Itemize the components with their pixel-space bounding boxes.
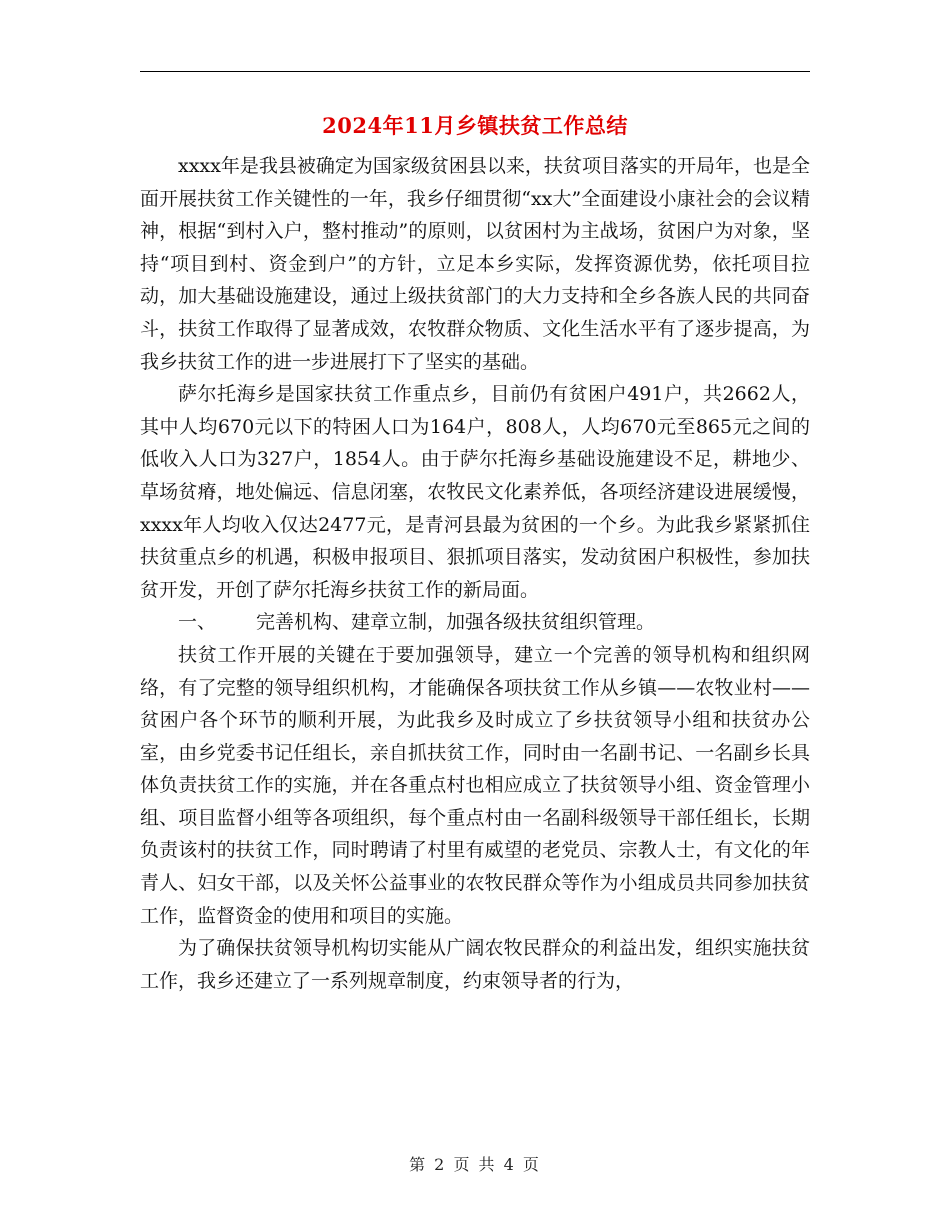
paragraph-township-overview: 萨尔托海乡是国家扶贫工作重点乡，目前仍有贫困户491户，共2662人，其中人均670元以下的特困人口为164户，808人，人均670元至865元之间的低收入人口为327户，1854人。由于萨尔托海乡基础设施建设不足，耕地少、草场贫瘠，地处偏远、信息闭塞，农牧民文化素养低，各项经济建设进展缓慢，xxxx年人均收入仅达2477元，是青河县最为贫困的一个乡。为此我乡紧紧抓住扶贫重点乡的机遇，积极申报项目、狠抓项目落实，发动贫困户积极性，参加扶贫开发，开创了萨尔托海乡扶贫工作的新局面。 [140,383,810,601]
section-heading-text: 完善机构、建章立制，加强各级扶贫组织管理。 [256,611,656,634]
paragraph-regulations: 为了确保扶贫领导机构切实能从广阔农牧民群众的利益出发，组织实施扶贫工作，我乡还建立了一系列规章制度，约束领导者的行为， [140,937,810,992]
page-footer: 第 2 页 共 4 页 [409,1155,541,1174]
paragraph-intro: xxxx年是我县被确定为国家级贫困县以来，扶贫项目落实的开局年，也是全面开展扶贫工作关键性的一年，我乡仔细贯彻“xx大”全面建设小康社会的会议精神，根据“到村入户，整村推动”的原则，以贫困村为主战场，贫困户为对象，坚持“项目到村、资金到户”的方针，立足本乡实际，发挥资源优势，依托项目拉动，加大基础设施建设，通过上级扶贫部门的大力支持和全乡各族人民的共同奋斗，扶贫工作取得了显著成效，农牧群众物质、文化生活水平有了逐步提高，为我乡扶贫工作的进一步进展打下了坚实的基础。 [140,155,810,373]
header-rule [140,71,810,72]
section-heading-1 [140,606,810,639]
section-number: 一、 [178,611,217,634]
document-title: 2024年11月乡镇扶贫工作总结 [322,113,628,138]
document-body [140,150,810,997]
paragraph-leadership: 扶贫工作开展的关键在于要加强领导，建立一个完善的领导机构和组织网络，有了完整的领导组织机构，才能确保各项扶贫工作从乡镇——农牧业村——贫困户各个环节的顺利开展，为此我乡及时成立了乡扶贫领导小组和扶贫办公室，由乡党委书记任组长，亲自抓扶贫工作，同时由一名副书记、一名副乡长具体负责扶贫工作的实施，并在各重点村也相应成立了扶贫领导小组、资金管理小组、项目监督小组等各项组织，每个重点村由一名副科级领导干部任组长，长期负责该村的扶贫工作，同时聘请了村里有威望的老党员、宗教人士，有文化的年青人、妇女干部，以及关怀公益事业的农牧民群众等作为小组成员共同参加扶贫工作，监督资金的使用和项目的实施。 [140,643,810,927]
